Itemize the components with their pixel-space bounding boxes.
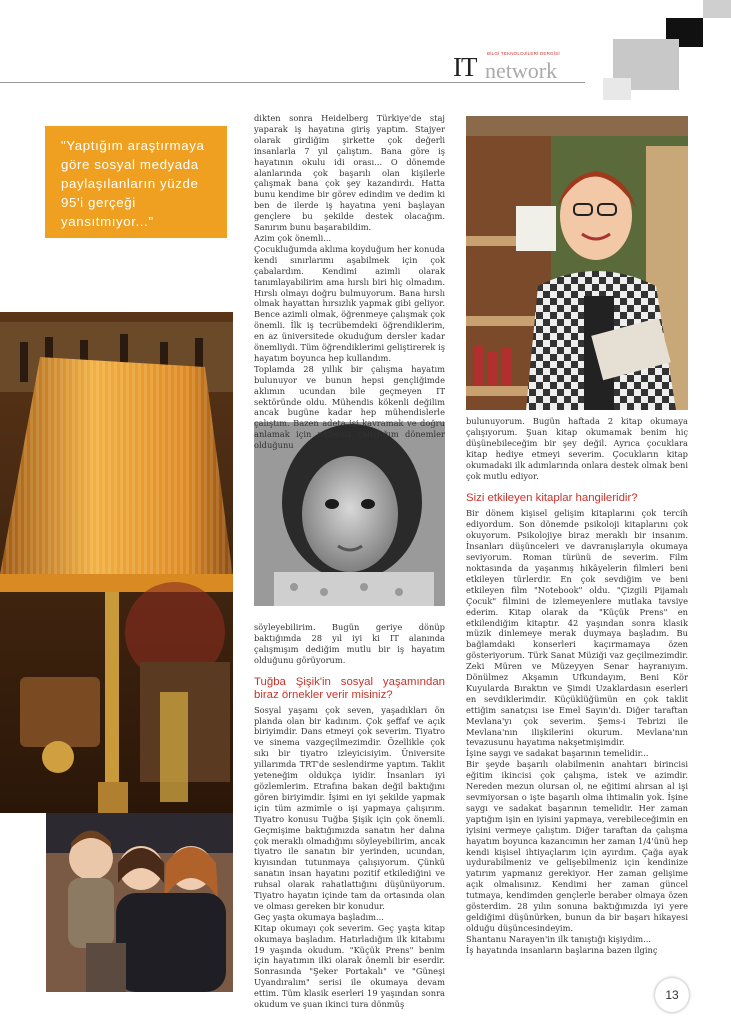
column-middle-bottom	[254, 622, 445, 1010]
family-photo	[46, 813, 233, 992]
paragraph: söyleyebilirim. Bugün geriye dönüp baktığımda 28 yıl iyi ki IT alanında çalışmışım dediğim mutlu bir iş hayatım olduğunu görüyorum.	[254, 622, 445, 665]
pull-quote: "Yaptığım araştırmaya göre sosyal medyada paylaşılanların yüzde 95'i gerçeği yansıtmıyor..."	[45, 126, 227, 238]
heading-books: Sizi etkileyen kitaplar hangileridir?	[466, 492, 638, 505]
decor-square-light	[703, 0, 731, 18]
decor-square-pale	[603, 78, 631, 100]
paragraph: Bir dönem kişisel gelişim kitaplarını çok tercih ediyordum. Son dönemde psikoloji kitaplarını çok okuyorum. Psikolojiye biraz meraklı bir insanım. İnsanları düşünceleri ve davranışlarıyla okumaya seviyorum. Roman türünü de severim. Film noktasında da yaşanmış hikâyelerin filmleri beni etkileyen türlerdir. En çok sevdiğim ve beni etkileyen film "Notebook" oldu. "Çizgili Pijamalı Çocuk" filmini de izlemeyenlere mutlaka tavsiye ederim. Kitap olarak da "Küçük Prens" en etkilendiğim kitaptır. 42 yaşından sonra klasik müzik dinlemeye merak duymaya başladım. Bu bağlamdaki konserleri kaçırmamaya özen gösteriyorum. Türk Sanat Müziği vaz geçilmezimdir. Zeki Müren ve Müzeyyen Senar hayranıyım. Dönülmez Akşamın Ufkundayım, Beni Kör Kuyularda Bıraktın ve Şimdi Uzaklardasın eserleri en sevdiklerimdir. Küçüklüğümün en çok taklit ettiğim sanatçısı ise Emel Sayın'dı. Diğer taraftan Mevlana'yı çok severim. Şems-i Tebrizi ile Mevlana'nın ilişkilerini okurum. Mevlana'nın tevazusunu hayatıma nakşetmişimdir.	[466, 508, 688, 748]
logo-network: network	[485, 58, 558, 83]
page-number: 13	[655, 978, 689, 1012]
subheading-bold: Azim çok önemli...	[254, 232, 332, 243]
heading-social-life: Tuğba Şişik'in sosyal yaşamından biraz örnekler verir misiniz?	[254, 675, 445, 701]
portrait-photo	[466, 116, 688, 410]
paragraph: dikten sonra Heidelberg Türkiye'de staj yaparak iş hayatına giriş yaptım. Stajyer olarak girdiğim şirkette çok değerli insanlarla 7 yıl çalıştım. Bana göre iş hayatının okulu idi orası... O dönemde alanlarında çok başarılı olan kişilerle çalışmak bana çok şey kazandırdı. Hatta bunu kendime bir görev edindim ve dedim ki ben de ilerde iş hayatına yeni başlayan gençlere bu şekilde destek olacağım. Sanırım bunu başarabildim.	[254, 113, 445, 233]
subheading-bold: İşine saygı ve sadakat başarının temelidir...	[466, 748, 649, 759]
column-middle-top	[254, 113, 445, 451]
paragraph: Toplamda 28 yıllık bir çalışma hayatım bulunuyor ve bunun hepsi gençliğimde aklımın ucundan bile geçmeyen IT sektöründe oldu. Mühendis kökenli değilim ancak bugüne kadar hep mühendislerle çalıştım. Bazen adeta işi kavramak ve doğru anlamak için nefessiz çalıştığım dönemler olduğunu	[254, 363, 445, 451]
column-right	[466, 416, 688, 956]
subheading-bold: Geç yaşta okumaya başladım...	[254, 911, 384, 922]
paragraph: İş hayatında insanların başlarına bazen ilginç	[466, 944, 658, 955]
paragraph: Kitap okumayı çok severim. Geç yaşta kitap okumaya başladım. Hatırladığım ilk kitabımı 19 yaşında okudum. "Küçük Prens" benim için hayatımın ilki olarak önemli bir eserdir. Sonrasında "Şeker Portakalı" ve "Güneşi Uyandıralım" serisi ile okumaya devam ettim. Tüm klasik eserleri 19 yaşından sonra okudum ve şuan ikinci tura dönmüş	[254, 922, 445, 1010]
paragraph: Bir şeyde başarılı olabilmenin anahtarı birincisi eğitim ikincisi çok çalışma, istek ve azimdir. Nereden mezun olursan ol, ne eğitimi alırsan al işi sevmiyorsan o işte başarılı olma ihtimalin yok. İşine saygı ve sadakat başarının temelidir. Her zaman yaptığım işin en iyisini yapmaya, verebileceğimin en iyisini vermeye çalıştım. Diğer taraftan da çalışma hayatım boyunca kazancımın her zaman 1/4'ünü hep kendi kişisel ihtiyaçlarım için ayırdım. Çağa ayak uydurabilmeniz ve gelişebilmeniz için kendinize yatırım yapmanız gerekiyor. Her zaman gelişime açık olmalısınız. Kendimi her zaman güncel tutmaya, kendimden gençlerle beraber olmaya özen gösterdim. 28 yılın sonuna baktığımızda iyi yere geldiğimi düşünürken, bunun da bir başarı hikayesi olduğu düşüncesindeyim.	[466, 759, 688, 933]
paragraph: Sosyal yaşamı çok seven, yaşadıkları ön planda olan bir kadınım. Çok şeffaf ve açık biriyimdir. Dans etmeyi çok severim. Tiyatro ve sinema vazgeçilmezimdir. Özellikle çok sıkı bir tiyatro izleyicisiyim. Üniversite yıllarımda TRT'de seslendirme yaptım. Taklit yeteneğim oldukça iyidir. İnsanları iyi gözlemlerim. Etrafına bakan değil baktığını gören biriyimdir. İşimi en iyi şekilde yapmak için tüm azmimle o işi yapmaya çalışırım. Tiyatro konusu Tuğba Şişik için çok önemli. Geçmişime baktığımızda sanatın her dalına çok meraklı olmadığımı söyleyebilirim, ancak tiyatro ile sanatın bir yerinden, ucundan, kıyısından tutunmaya çalışıyorum. Çünkü sanatın insan hayatını pozitif etkilediğini ve ruhsal olarak rahatlattığını düşünüyorum. Tiyatro hayatın içinde tam da ortasında olan ve olması gereken bir konudur.	[254, 704, 445, 911]
lamp-photo	[0, 312, 233, 813]
paragraph: Çocukluğumda aklıma koyduğum her konuda kendi sınırlarımı aşabilmek için çok çabalardım. Kendimi azimli olarak tanımlayabilirim ama hırslı biri hiç olmadım. Hırslı olmayı doğru bulmuyorum. Bana hırslı olmak hayattan hırsızlık yapmak gibi geliyor. Bence azimli olmak, öğrenmeye çalışmak çok önemli. İlk iş tecrübemdeki öğrendiklerim, en az üniversitede okuduğum dersler kadar önemliydi. Tüm öğrendiklerimi geliştirerek iş hayatım boyunca hep kullandım.	[254, 243, 445, 363]
logo-it: IT	[453, 52, 477, 82]
logo-tagline: BİLGİ TEKNOLOJİLERİ DERGİSİ	[487, 51, 560, 56]
paragraph: bulunuyorum. Bugün haftada 2 kitap okumaya çalışıyorum. Şuan kitap okumamak benim hiç düşünebileceğim bir şey değil. Ayrıca çocuklara kitap hediye etmeyi severim. Çocukların kitap okumadaki ilk adımlarında onlara destek olmak beni çok mutlu ediyor.	[466, 416, 688, 481]
subheading-bold: Shantanu Narayen'in ilk tanıştığı kişiydim...	[466, 933, 652, 944]
